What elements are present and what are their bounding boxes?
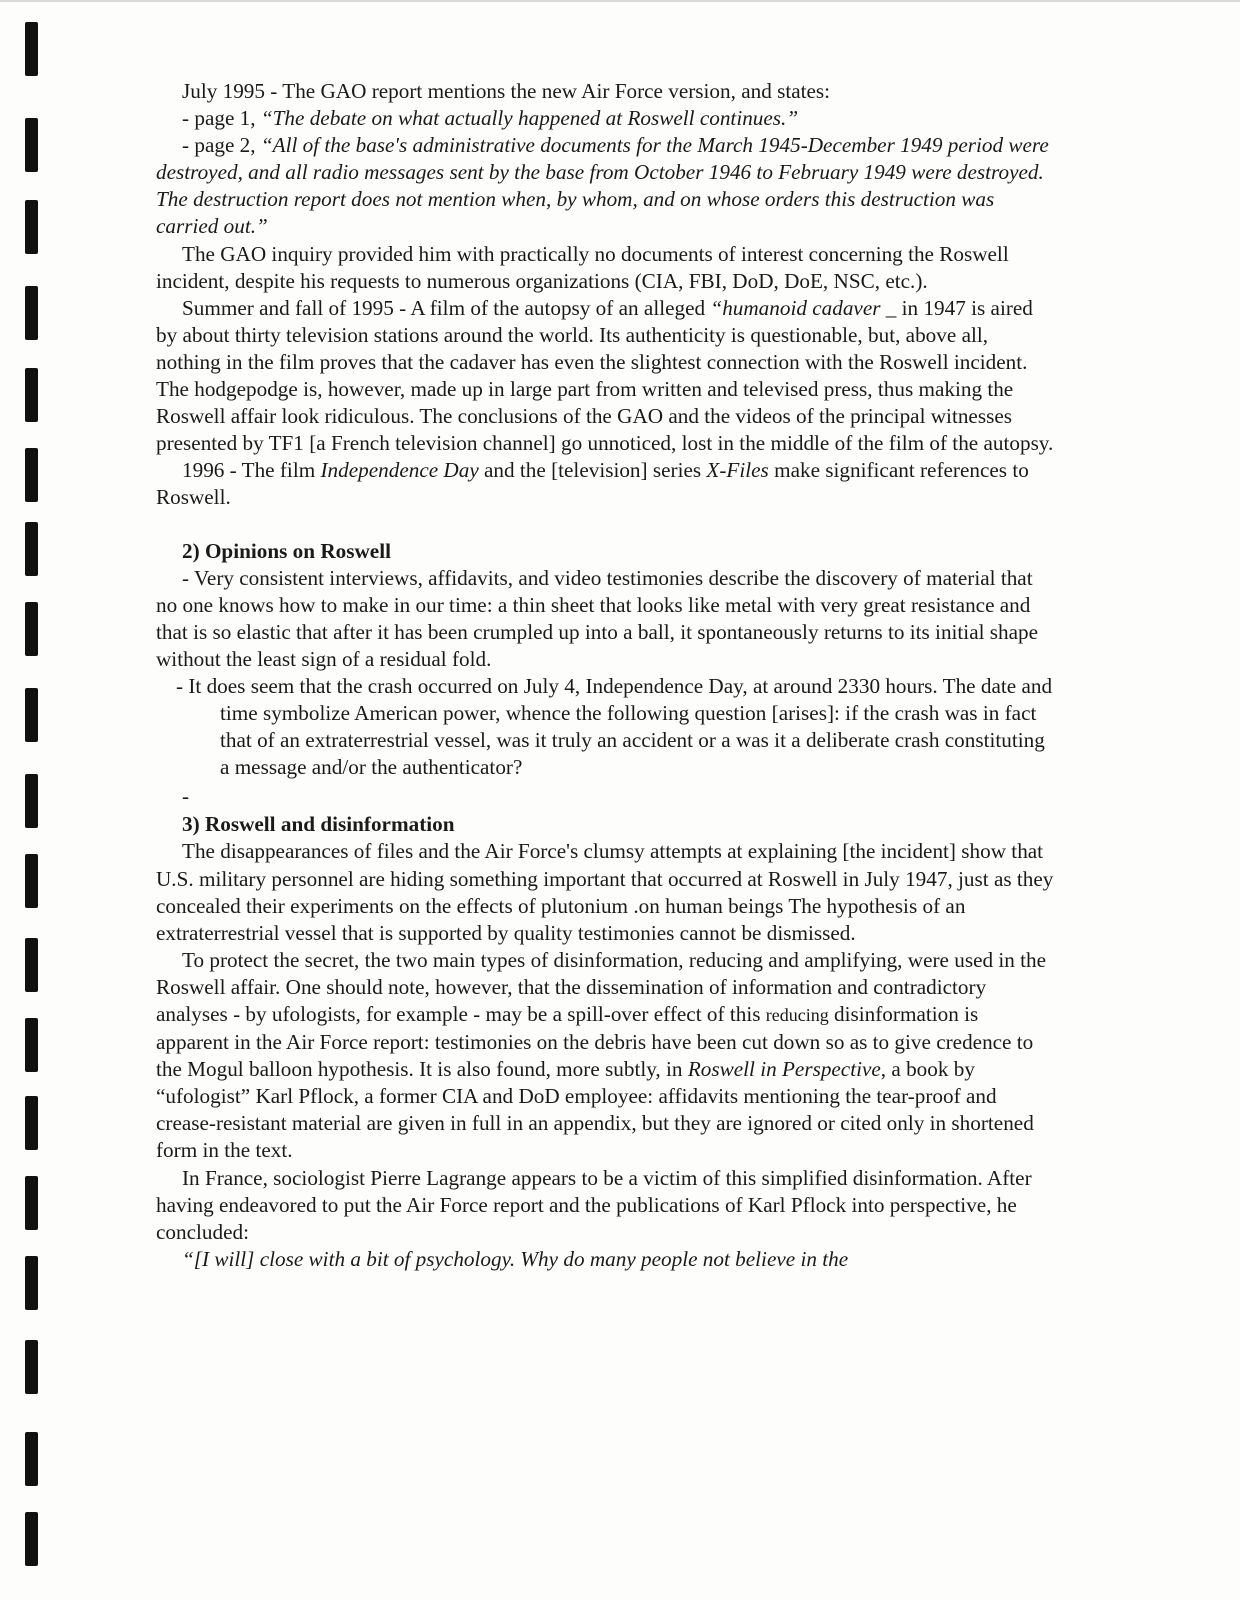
paragraph-lagrange-quote: “[I will] close with a bit of psychology. Why do many people not believe in the [182, 1246, 849, 1271]
paragraph-lagrange: In France, sociologist Pierre Lagrange appears to be a victim of this simplified disinformation. After having endeavored to put the Air Force report and the publications of Karl Pflock into perspective, he concluded: [156, 1165, 1032, 1244]
binding-hole [25, 1256, 38, 1310]
paragraph-july-4-crash: - It does seem that the crash occurred on July 4, Independence Day, at around 2330 hours. The date and time symbolize American power, whence the following question [arises]: if the crash was in fact that of an extraterrestrial vessel, was it truly an accident or a was it a deliberate crash constituting a message and/or the authenticator? [176, 673, 1053, 780]
section-heading-disinformation: 3) Roswell and disinformation [182, 812, 455, 837]
document-body [156, 78, 1056, 1273]
binding-hole [25, 200, 38, 254]
binding-hole [25, 448, 38, 502]
paragraph-gao-inquiry: The GAO inquiry provided him with practically no documents of interest concerning the Roswell incident, despite his requests to numerous organizations (CIA, FBI, DoD, DoE, NSC, etc.). [156, 241, 1009, 293]
humanoid-cadaver-quote: “humanoid cadaver [710, 295, 881, 320]
film-title-independence-day: Independence Day [320, 458, 479, 483]
binding-hole [25, 854, 38, 908]
binding-hole [25, 602, 38, 656]
stray-dash: - [182, 784, 190, 809]
paragraph-autopsy-film [156, 295, 1056, 458]
binding-strip [0, 0, 70, 1600]
binding-hole [25, 522, 38, 576]
section-heading-opinions: 2) Opinions on Roswell [182, 538, 391, 563]
binding-hole [25, 1432, 38, 1486]
paragraph-protect-secret [156, 947, 1056, 1165]
binding-hole [25, 22, 38, 76]
binding-hole [25, 938, 38, 992]
text-1996-b: and the [television] series [478, 458, 707, 483]
paragraph-disappearances: The disappearances of files and the Air Force's clumsy attempts at explaining [the incident] show that U.S. military personnel are hiding something important that occurred at Roswell in July 1947, just as they concealed their experiments on the effects of plutonium .on human beings The hypothesis of an extraterrestrial vessel that is supported by quality testimonies cannot be dismissed. [156, 839, 1054, 945]
paragraph-1996 [156, 457, 1056, 511]
binding-hole [25, 688, 38, 742]
binding-hole [25, 1018, 38, 1072]
autopsy-text-b: _ in 1947 is aired by about thirty television stations around the world. Its authenticity is questionable, but, above all, nothing in the film proves that the cadaver has even the slightest connection with the Roswell incident. The hodgepodge is, however, made up in large part from written and televised press, thus making the Roswell affair look ridiculous. The conclusions of the GAO and the videos of the principal witnesses presented by TF1 [a French television channel] go unnoticed, lost in the middle of the film of the autopsy. [156, 295, 1054, 456]
text-1996-a: 1996 - The film [182, 458, 321, 483]
binding-hole [25, 1512, 38, 1566]
paragraph-page-2-quote [156, 132, 1056, 240]
page-1-quote: “The debate on what actually happened at Roswell continues.” [260, 106, 799, 131]
paragraph-page-1-quote [156, 105, 1056, 132]
binding-hole [25, 1096, 38, 1150]
binding-hole [25, 286, 38, 340]
paragraph-gao-report: July 1995 - The GAO report mentions the new Air Force version, and states: [182, 79, 831, 103]
text-1996-c: make significant references to Roswell. [156, 458, 1029, 510]
protect-text-b: disinformation is apparent in the Air Force report: testimonies on the debris have been cut down so as to give credence to the Mogul balloon hypothesis. It is also found, more subtly, in [156, 1002, 1034, 1082]
paragraph-testimonies: - Very consistent interviews, affidavits, and video testimonies describe the discovery of material that no one knows how to make in our time: a thin sheet that looks like metal with very great resistance and that is so elastic that after it has been crumpled up into a ball, it spontaneously returns to its initial shape without the least sign of a residual fold. [156, 565, 1039, 671]
autopsy-text-a: Summer and fall of 1995 - A film of the autopsy of an alleged [182, 295, 711, 320]
binding-hole [25, 774, 38, 828]
binding-hole [25, 118, 38, 172]
binding-hole [25, 1176, 38, 1230]
binding-hole [25, 368, 38, 422]
page-2-quote: “All of the base's administrative documents for the March 1945-December 1949 period were destroyed, and all radio messages sent by the base from October 1946 to February 1949 were destroyed. The destruction report does not mention when, by whom, and on whose orders this destruction was carried out.” [156, 133, 1049, 239]
binding-hole [25, 1340, 38, 1394]
page-top-edge [0, 0, 1240, 2]
book-title-roswell-in-perspective: Roswell in Perspective [687, 1057, 881, 1082]
page-2-label: - page 2, [182, 133, 261, 158]
protect-text-a: To protect the secret, the two main types of disinformation, reducing and amplifying, were used in the Roswell affair. One should note, however, that the dissemination of information and contradictory analyses - by ufologists, for example - may be a spill-over effect of this [156, 947, 1047, 1026]
protect-text-c: , a book by “ufologist” Karl Pflock, a former CIA and DoD employee: affidavits mentioning the tear-proof and crease-resistant material are given in full in an appendix, but they are ignored or cited only in shortened form in the text. [156, 1057, 1034, 1163]
page-1-label: - page 1, [182, 106, 261, 131]
series-title-x-files: X-Files [706, 458, 769, 483]
reducing-word: reducing [765, 1005, 829, 1025]
